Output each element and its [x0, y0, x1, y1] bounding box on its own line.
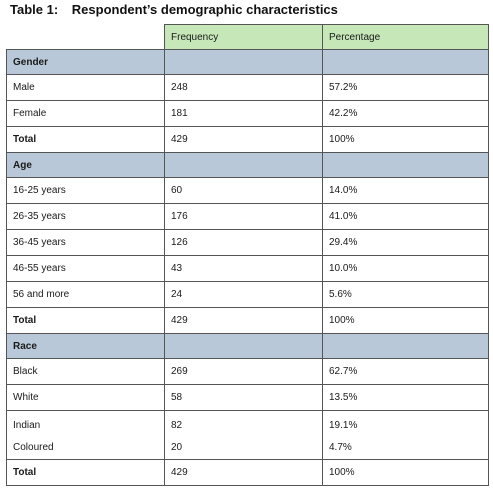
row-frequency: 58 [165, 385, 323, 411]
frequency-header: Frequency [165, 25, 323, 50]
row-percentage: 4.7% [329, 442, 352, 453]
row-label: White [7, 385, 165, 411]
row-label: 46-55 years [7, 256, 165, 282]
section-blank-cell [323, 334, 489, 359]
row-label: 16-25 years [7, 178, 165, 204]
row-frequency-cell [165, 411, 323, 460]
row-label: 56 and more [7, 282, 165, 308]
demographics-table [6, 24, 489, 486]
row-percentage: 42.2% [323, 101, 489, 127]
section-gender [7, 50, 489, 75]
row-percentage: 10.0% [323, 256, 489, 282]
row-percentage: 13.5% [323, 385, 489, 411]
table-row [7, 256, 489, 282]
total-frequency: 429 [165, 460, 323, 486]
table-row-combined [7, 411, 489, 460]
section-title: Race [7, 334, 165, 359]
table-title: Respondent’s demographic characteristics [71, 2, 338, 17]
row-label: Black [7, 359, 165, 385]
section-blank-cell [323, 50, 489, 75]
section-blank-cell [165, 334, 323, 359]
header-row [7, 25, 489, 50]
row-label: Female [7, 101, 165, 127]
section-age [7, 153, 489, 178]
table-caption [10, 2, 338, 17]
row-frequency: 126 [165, 230, 323, 256]
total-row-gender [7, 127, 489, 153]
total-frequency: 429 [165, 308, 323, 334]
row-frequency: 82 [171, 420, 183, 431]
row-percentage: 41.0% [323, 204, 489, 230]
section-blank-cell [323, 153, 489, 178]
row-label: Indian [13, 420, 41, 431]
row-frequency: 24 [165, 282, 323, 308]
row-percentage: 5.6% [323, 282, 489, 308]
total-label: Total [7, 460, 165, 486]
total-percentage: 100% [323, 308, 489, 334]
table-row [7, 359, 489, 385]
total-percentage: 100% [323, 127, 489, 153]
percentage-header: Percentage [323, 25, 489, 50]
total-label: Total [7, 308, 165, 334]
row-label-cell [7, 411, 165, 460]
row-percentage: 29.4% [323, 230, 489, 256]
total-percentage: 100% [323, 460, 489, 486]
header-blank-cell [7, 25, 165, 50]
row-label: Male [7, 75, 165, 101]
row-frequency: 43 [165, 256, 323, 282]
section-title: Age [7, 153, 165, 178]
total-frequency: 429 [165, 127, 323, 153]
row-frequency: 60 [165, 178, 323, 204]
row-frequency: 176 [165, 204, 323, 230]
table-number: Table 1: [10, 2, 59, 17]
row-label: 26-35 years [7, 204, 165, 230]
row-percentage: 62.7% [323, 359, 489, 385]
table-row [7, 75, 489, 101]
section-race [7, 334, 489, 359]
row-label: Coloured [13, 442, 54, 453]
section-blank-cell [165, 50, 323, 75]
row-frequency: 248 [165, 75, 323, 101]
row-frequency: 20 [171, 442, 183, 453]
row-percentage: 57.2% [323, 75, 489, 101]
row-percentage: 14.0% [323, 178, 489, 204]
total-row-age [7, 308, 489, 334]
row-percentage: 19.1% [329, 420, 358, 431]
total-row-race [7, 460, 489, 486]
row-label: 36-45 years [7, 230, 165, 256]
row-frequency: 269 [165, 359, 323, 385]
row-frequency: 181 [165, 101, 323, 127]
row-percentage-cell [323, 411, 489, 460]
table-row [7, 385, 489, 411]
section-blank-cell [165, 153, 323, 178]
table-row [7, 178, 489, 204]
table-row [7, 282, 489, 308]
table-row [7, 101, 489, 127]
table-row [7, 230, 489, 256]
section-title: Gender [7, 50, 165, 75]
table-row [7, 204, 489, 230]
total-label: Total [7, 127, 165, 153]
